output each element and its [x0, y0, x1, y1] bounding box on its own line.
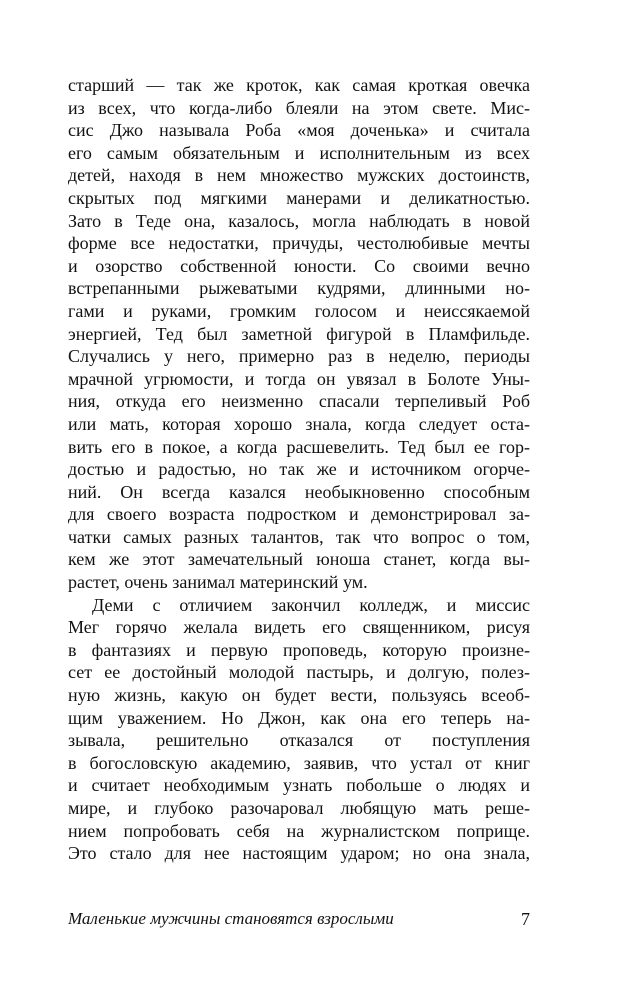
text-line: сис Джо называла Роба «моя доченька» и считала	[68, 120, 530, 141]
text-line: энергией, Тед был заметной фигурой в Пламфильде.	[68, 323, 530, 344]
text-line: мире, и глубоко разочаровал любящую мать реше-	[68, 798, 530, 818]
text-line: чатки самых разных талантов, так что вопрос о том,	[68, 526, 530, 547]
text-line: щим уважением. Но Джон, как она его теперь на-	[68, 707, 530, 728]
text-line: встрепанными рыжеватыми кудрями, длинными но-	[68, 278, 530, 299]
page-number: 7	[521, 909, 530, 929]
text-line: Зато в Теде она, казалось, могла наблюдать в новой	[68, 210, 530, 231]
text-line: форме все недостатки, причуды, честолюбивые мечты	[68, 233, 530, 254]
text-line: ний. Он всегда казался необыкновенно способным	[68, 481, 530, 502]
text-line: и считает необходимым узнать побольше о людях и	[68, 775, 530, 796]
text-line: из всех, что когда-либо блеяли на этом свете. Мис-	[68, 97, 530, 118]
text-line: для своего возраста подростком и демонстрировал за-	[68, 504, 530, 525]
text-line: вить его в покое, а когда расшевелить. Тед был ее гор-	[68, 436, 530, 457]
text-line: мрачной угрюмости, и тогда он увязал в Болоте Уны-	[68, 368, 530, 389]
text-line: растет, очень занимал материнский ум.	[68, 572, 368, 593]
text-line: Это стало для нее настоящим ударом; но она знала,	[68, 843, 530, 864]
text-line: скрытых под мягкими манерами и деликатностью.	[68, 187, 530, 208]
text-line: в фантазиях и первую проповедь, которую произне-	[68, 639, 530, 660]
text-line: ную жизнь, какую он будет вести, пользуясь всеоб-	[68, 685, 530, 706]
text-line: в богословскую академию, заявив, что устал от книг	[68, 752, 530, 773]
text-line: сет ее достойный молодой пастырь, и долгую, полез-	[68, 662, 530, 683]
body-text	[68, 74, 530, 865]
text-line: гами и руками, громким голосом и неиссякаемой	[68, 300, 530, 321]
text-line: ния, откуда его неизменно спасали терпеливый Роб	[68, 391, 530, 412]
text-line: достью и радостью, но так же и источником огорче-	[68, 459, 530, 480]
text-line: и озорство собственной юности. Со своими вечно	[68, 255, 530, 276]
page-footer	[68, 907, 530, 931]
text-line: Деми с отличием закончил колледж, и миссис	[92, 594, 530, 615]
text-line: Случались у него, примерно раз в неделю, периоды	[68, 346, 530, 367]
text-line: или мать, которая хорошо знала, когда следует оста-	[68, 413, 530, 434]
text-line: нием попробовать себя на журналистском поприще.	[68, 820, 530, 841]
text-line: кем же этот замечательный юноша станет, когда вы-	[68, 549, 530, 570]
text-line: Мег горячо желала видеть его священником, рисуя	[68, 617, 530, 638]
text-line: старший — так же кроток, как самая кроткая овечка	[68, 75, 530, 95]
running-title: Маленькие мужчины становятся взрослыми	[68, 909, 394, 928]
text-line: детей, находя в нем множество мужских достоинств,	[68, 165, 530, 186]
text-line: его самым обязательным и исполнительным из всех	[68, 142, 530, 163]
text-line: зывала, решительно отказался от поступления	[68, 730, 530, 751]
